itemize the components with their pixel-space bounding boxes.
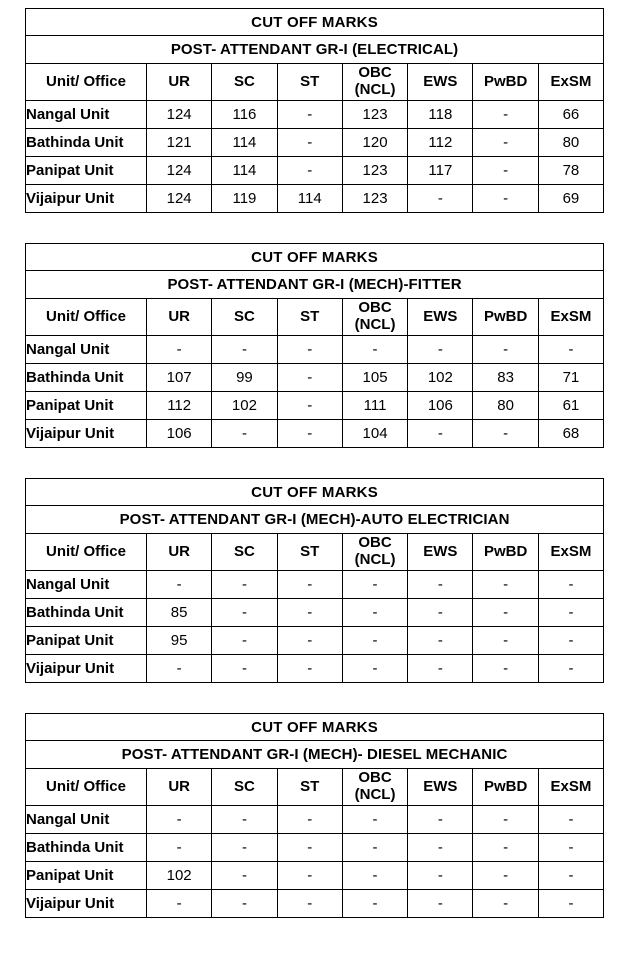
- table-row: [26, 599, 604, 627]
- cutoff-value-cell: 83: [473, 364, 538, 392]
- column-header: SC: [212, 64, 277, 101]
- cutoff-value-cell: -: [212, 627, 277, 655]
- cutoff-value-cell: 69: [538, 185, 603, 213]
- cutoff-value-cell: -: [408, 599, 473, 627]
- table-row: [26, 862, 604, 890]
- cutoff-value-cell: -: [277, 392, 342, 420]
- cutoff-value-cell: -: [277, 420, 342, 448]
- column-header: EWS: [408, 299, 473, 336]
- unit-office-cell: Panipat Unit: [26, 862, 147, 890]
- cutoff-value-cell: -: [277, 336, 342, 364]
- cutoff-value-cell: 124: [147, 157, 212, 185]
- cutoff-value-cell: -: [473, 806, 538, 834]
- table-post-title: POST- ATTENDANT GR-I (MECH)- DIESEL MECHANIC: [26, 741, 604, 769]
- unit-office-cell: Panipat Unit: [26, 392, 147, 420]
- cutoff-value-cell: -: [408, 336, 473, 364]
- cutoff-value-cell: -: [277, 157, 342, 185]
- cutoff-value-cell: 104: [342, 420, 407, 448]
- cutoff-value-cell: -: [212, 599, 277, 627]
- cutoff-value-cell: -: [408, 655, 473, 683]
- cutoff-value-cell: -: [277, 364, 342, 392]
- cutoff-value-cell: -: [342, 336, 407, 364]
- cutoff-value-cell: 106: [147, 420, 212, 448]
- column-header: Unit/ Office: [26, 64, 147, 101]
- cutoff-value-cell: -: [342, 806, 407, 834]
- cutoff-value-cell: -: [342, 890, 407, 918]
- cutoff-value-cell: -: [147, 806, 212, 834]
- cutoff-value-cell: -: [277, 655, 342, 683]
- cutoff-value-cell: 124: [147, 185, 212, 213]
- cutoff-value-cell: -: [147, 571, 212, 599]
- column-header: UR: [147, 64, 212, 101]
- unit-office-cell: Bathinda Unit: [26, 834, 147, 862]
- table-banner-title: CUT OFF MARKS: [26, 9, 604, 36]
- table-row: [26, 806, 604, 834]
- cutoff-value-cell: -: [277, 101, 342, 129]
- column-header: Unit/ Office: [26, 534, 147, 571]
- column-header: ExSM: [538, 299, 603, 336]
- unit-office-cell: Bathinda Unit: [26, 599, 147, 627]
- cutoff-value-cell: 85: [147, 599, 212, 627]
- cutoff-value-cell: -: [538, 862, 603, 890]
- table-row: [26, 571, 604, 599]
- cutoff-value-cell: -: [473, 862, 538, 890]
- cutoff-value-cell: -: [277, 862, 342, 890]
- cutoff-value-cell: -: [538, 336, 603, 364]
- unit-office-cell: Vijaipur Unit: [26, 655, 147, 683]
- cutoff-value-cell: 102: [212, 392, 277, 420]
- cutoff-value-cell: -: [538, 571, 603, 599]
- cutoff-value-cell: 121: [147, 129, 212, 157]
- table-row: [26, 101, 604, 129]
- cutoff-value-cell: -: [538, 806, 603, 834]
- table-banner-title: CUT OFF MARKS: [26, 714, 604, 741]
- table-row: [26, 655, 604, 683]
- unit-office-cell: Bathinda Unit: [26, 129, 147, 157]
- cutoff-value-cell: -: [277, 599, 342, 627]
- cutoff-value-cell: -: [212, 834, 277, 862]
- cutoff-value-cell: -: [147, 834, 212, 862]
- column-header: ST: [277, 769, 342, 806]
- table-banner-title: CUT OFF MARKS: [26, 479, 604, 506]
- column-header: SC: [212, 769, 277, 806]
- cutoff-value-cell: 120: [342, 129, 407, 157]
- cutoff-value-cell: -: [212, 890, 277, 918]
- table-post-title: POST- ATTENDANT GR-I (MECH)-AUTO ELECTRICIAN: [26, 506, 604, 534]
- table-row: [26, 129, 604, 157]
- table-row: [26, 185, 604, 213]
- cutoff-value-cell: -: [147, 655, 212, 683]
- cutoff-value-cell: -: [277, 627, 342, 655]
- column-header: OBC (NCL): [342, 534, 407, 571]
- cutoff-value-cell: 61: [538, 392, 603, 420]
- cutoff-table: [25, 243, 604, 448]
- table-row: [26, 392, 604, 420]
- cutoff-value-cell: -: [342, 834, 407, 862]
- column-header: PwBD: [473, 534, 538, 571]
- column-header: Unit/ Office: [26, 769, 147, 806]
- cutoff-value-cell: 68: [538, 420, 603, 448]
- cutoff-value-cell: -: [538, 655, 603, 683]
- cutoff-value-cell: -: [212, 806, 277, 834]
- cutoff-value-cell: 80: [473, 392, 538, 420]
- column-header: Unit/ Office: [26, 299, 147, 336]
- cutoff-value-cell: -: [408, 185, 473, 213]
- cutoff-value-cell: -: [473, 129, 538, 157]
- cutoff-value-cell: -: [212, 336, 277, 364]
- column-header: OBC (NCL): [342, 64, 407, 101]
- cutoff-value-cell: -: [473, 420, 538, 448]
- cutoff-value-cell: -: [473, 627, 538, 655]
- cutoff-value-cell: 114: [277, 185, 342, 213]
- cutoff-value-cell: -: [342, 571, 407, 599]
- cutoff-table: [25, 478, 604, 683]
- cutoff-value-cell: 105: [342, 364, 407, 392]
- cutoff-value-cell: 114: [212, 129, 277, 157]
- cutoff-value-cell: 99: [212, 364, 277, 392]
- cutoff-value-cell: -: [538, 834, 603, 862]
- cutoff-value-cell: -: [147, 890, 212, 918]
- cutoff-value-cell: -: [408, 890, 473, 918]
- column-header: SC: [212, 534, 277, 571]
- unit-office-cell: Vijaipur Unit: [26, 420, 147, 448]
- cutoff-value-cell: 106: [408, 392, 473, 420]
- cutoff-value-cell: -: [473, 185, 538, 213]
- cutoff-value-cell: -: [473, 571, 538, 599]
- cutoff-value-cell: -: [212, 420, 277, 448]
- cutoff-value-cell: 102: [408, 364, 473, 392]
- column-header: ExSM: [538, 64, 603, 101]
- cutoff-table: [25, 8, 604, 213]
- table-post-title: POST- ATTENDANT GR-I (ELECTRICAL): [26, 36, 604, 64]
- column-header: ExSM: [538, 534, 603, 571]
- cutoff-value-cell: -: [408, 420, 473, 448]
- column-header: PwBD: [473, 64, 538, 101]
- unit-office-cell: Nangal Unit: [26, 571, 147, 599]
- column-header: ST: [277, 299, 342, 336]
- cutoff-value-cell: 123: [342, 185, 407, 213]
- cutoff-value-cell: -: [473, 599, 538, 627]
- cutoff-value-cell: -: [342, 655, 407, 683]
- column-header: PwBD: [473, 299, 538, 336]
- column-header: ST: [277, 64, 342, 101]
- column-header: UR: [147, 299, 212, 336]
- column-header: UR: [147, 534, 212, 571]
- cutoff-value-cell: -: [212, 862, 277, 890]
- cutoff-value-cell: -: [473, 336, 538, 364]
- cutoff-value-cell: 123: [342, 157, 407, 185]
- table-banner-title: CUT OFF MARKS: [26, 244, 604, 271]
- cutoff-value-cell: -: [277, 571, 342, 599]
- cutoff-value-cell: -: [538, 599, 603, 627]
- column-header: UR: [147, 769, 212, 806]
- column-header: OBC (NCL): [342, 769, 407, 806]
- table-row: [26, 364, 604, 392]
- cutoff-value-cell: -: [473, 157, 538, 185]
- cutoff-value-cell: -: [342, 627, 407, 655]
- cutoff-value-cell: -: [342, 862, 407, 890]
- unit-office-cell: Vijaipur Unit: [26, 185, 147, 213]
- column-header: EWS: [408, 769, 473, 806]
- cutoff-value-cell: 78: [538, 157, 603, 185]
- cutoff-value-cell: -: [473, 101, 538, 129]
- column-header: EWS: [408, 534, 473, 571]
- column-header: PwBD: [473, 769, 538, 806]
- cutoff-value-cell: -: [473, 890, 538, 918]
- cutoff-value-cell: 112: [147, 392, 212, 420]
- cutoff-value-cell: -: [277, 806, 342, 834]
- table-row: [26, 627, 604, 655]
- table-row: [26, 336, 604, 364]
- cutoff-value-cell: 117: [408, 157, 473, 185]
- cutoff-value-cell: -: [408, 571, 473, 599]
- cutoff-value-cell: 118: [408, 101, 473, 129]
- column-header: SC: [212, 299, 277, 336]
- column-header: ST: [277, 534, 342, 571]
- unit-office-cell: Panipat Unit: [26, 627, 147, 655]
- cutoff-value-cell: 66: [538, 101, 603, 129]
- table-row: [26, 834, 604, 862]
- cutoff-value-cell: -: [277, 834, 342, 862]
- cutoff-value-cell: -: [147, 336, 212, 364]
- unit-office-cell: Vijaipur Unit: [26, 890, 147, 918]
- column-header: EWS: [408, 64, 473, 101]
- cutoff-value-cell: 107: [147, 364, 212, 392]
- table-post-title: POST- ATTENDANT GR-I (MECH)-FITTER: [26, 271, 604, 299]
- unit-office-cell: Nangal Unit: [26, 806, 147, 834]
- unit-office-cell: Panipat Unit: [26, 157, 147, 185]
- cutoff-value-cell: -: [538, 890, 603, 918]
- cutoff-value-cell: 124: [147, 101, 212, 129]
- cutoff-value-cell: 80: [538, 129, 603, 157]
- cutoff-value-cell: 116: [212, 101, 277, 129]
- cutoff-value-cell: -: [473, 655, 538, 683]
- cutoff-value-cell: -: [277, 890, 342, 918]
- cutoff-value-cell: -: [212, 571, 277, 599]
- cutoff-value-cell: -: [538, 627, 603, 655]
- table-row: [26, 157, 604, 185]
- cutoff-table: [25, 713, 604, 918]
- cutoff-value-cell: 102: [147, 862, 212, 890]
- cutoff-value-cell: -: [473, 834, 538, 862]
- cutoff-value-cell: 95: [147, 627, 212, 655]
- cutoff-value-cell: -: [408, 627, 473, 655]
- cutoff-value-cell: -: [408, 834, 473, 862]
- unit-office-cell: Nangal Unit: [26, 101, 147, 129]
- cutoff-value-cell: 71: [538, 364, 603, 392]
- unit-office-cell: Bathinda Unit: [26, 364, 147, 392]
- cutoff-value-cell: 114: [212, 157, 277, 185]
- cutoff-value-cell: 111: [342, 392, 407, 420]
- cutoff-value-cell: 119: [212, 185, 277, 213]
- table-row: [26, 420, 604, 448]
- cutoff-tables-container: [25, 8, 635, 918]
- cutoff-value-cell: -: [408, 806, 473, 834]
- cutoff-value-cell: -: [212, 655, 277, 683]
- cutoff-value-cell: 112: [408, 129, 473, 157]
- column-header: OBC (NCL): [342, 299, 407, 336]
- table-row: [26, 890, 604, 918]
- cutoff-value-cell: -: [342, 599, 407, 627]
- cutoff-value-cell: -: [408, 862, 473, 890]
- cutoff-value-cell: -: [277, 129, 342, 157]
- cutoff-value-cell: 123: [342, 101, 407, 129]
- column-header: ExSM: [538, 769, 603, 806]
- unit-office-cell: Nangal Unit: [26, 336, 147, 364]
